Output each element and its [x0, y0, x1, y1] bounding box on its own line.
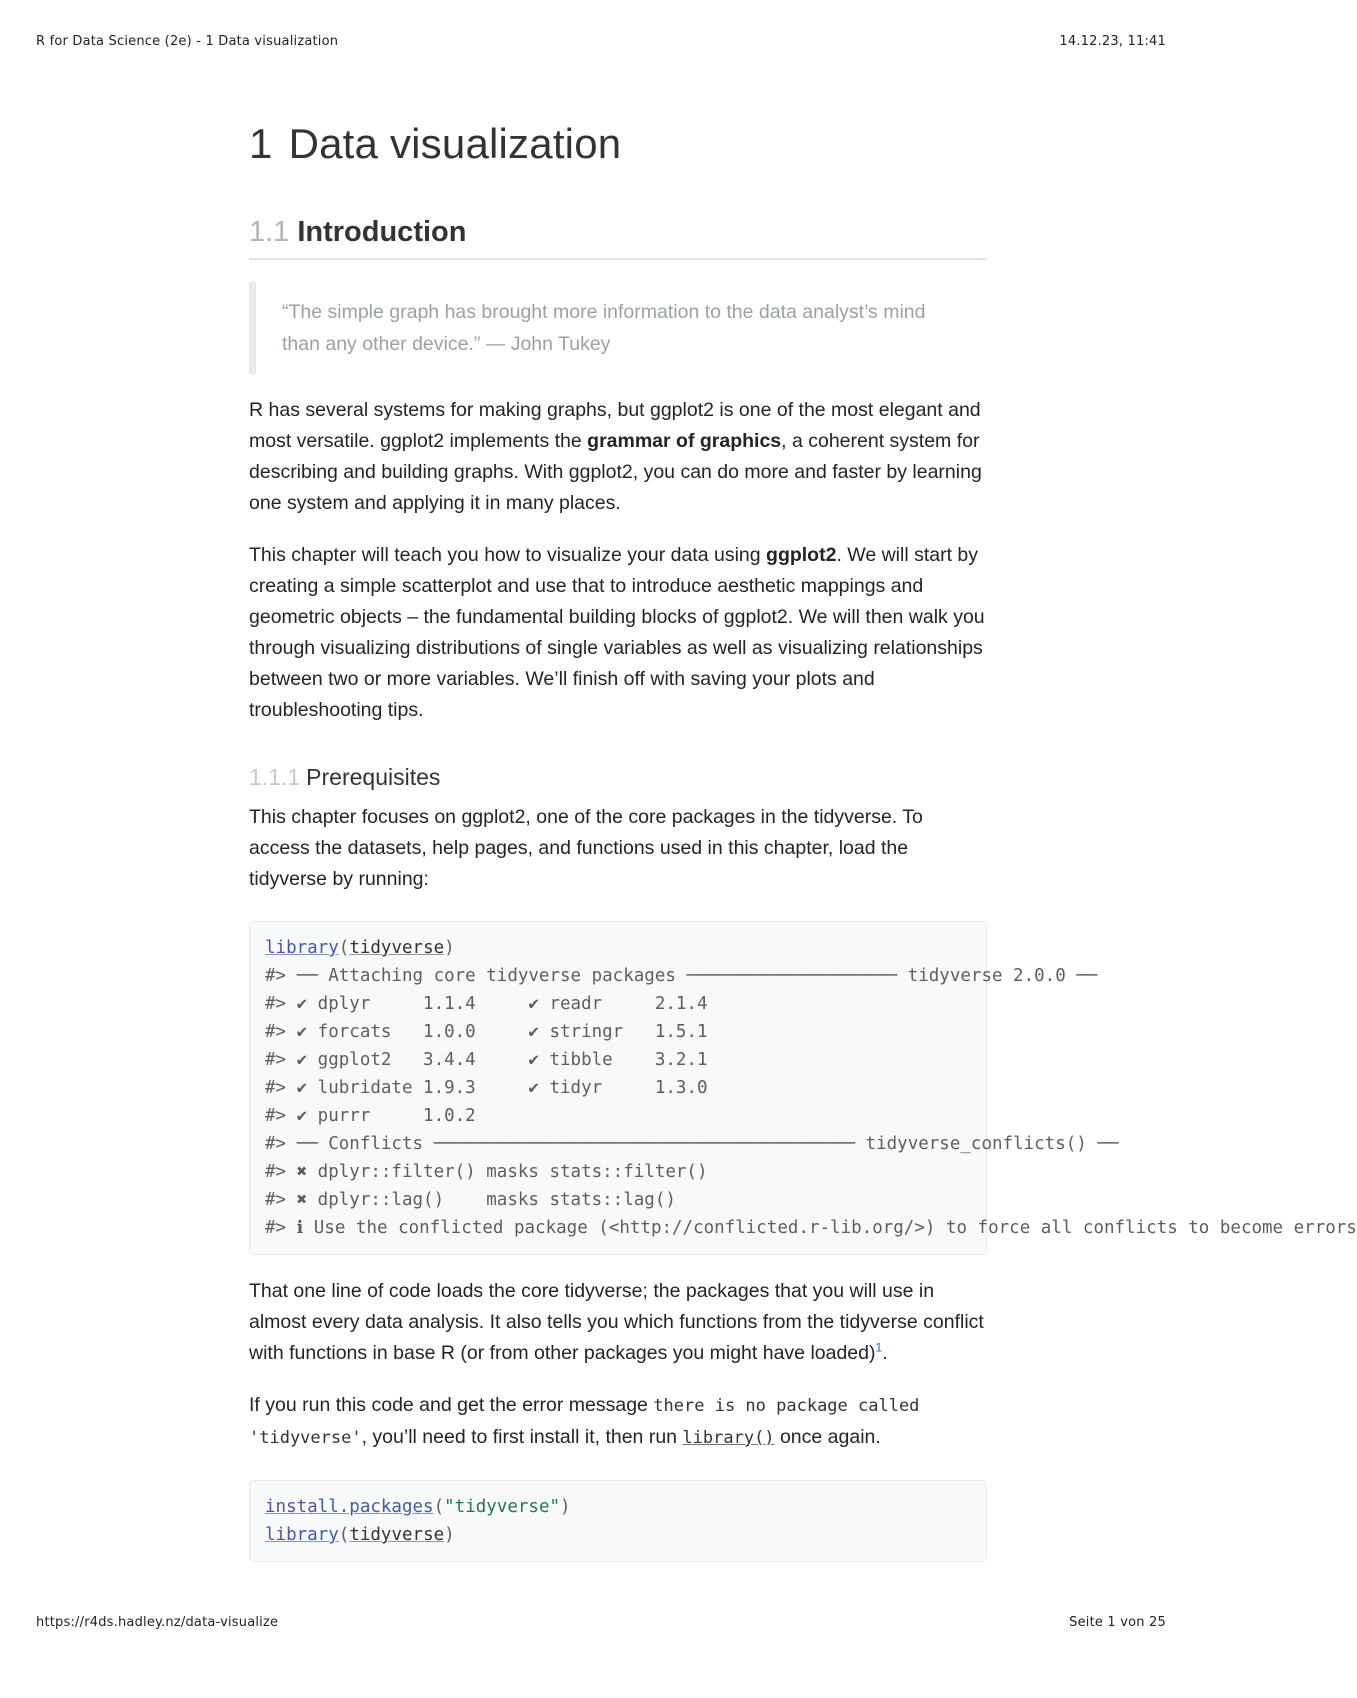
print-header — [36, 34, 1166, 49]
code-output-line: #> ✔ lubridate 1.9.3 ✔ tidyr 1.3.0 — [265, 1078, 708, 1098]
tidyverse-explanation-paragraph — [249, 1276, 987, 1369]
tidyverse-arg-link[interactable]: tidyverse — [349, 938, 445, 958]
code-output-line: #> ✔ purrr 1.0.2 — [265, 1106, 529, 1126]
tukey-quote: “The simple graph has brought more information to the data analyst’s mind than any other device.” — John Tukey — [249, 282, 987, 374]
subsection-number: 1.1.1 — [249, 764, 301, 790]
print-header-datetime: 14.12.23, 11:41 — [1059, 34, 1166, 49]
p4-text: That one line of code loads the core tidyverse; the packages that you will use in almost every data analysis. It also tells you which functions from the tidyverse conflict with functions in base R (or from other packages you might have loaded) — [249, 1280, 984, 1364]
code-block-library[interactable] — [249, 921, 1357, 1255]
code-line-library-2: library(tidyverse) — [265, 1525, 455, 1545]
p2-text-a: This chapter will teach you how to visualize your data using — [249, 544, 767, 566]
chapter-number: 1 — [249, 120, 273, 167]
tidyverse-string: "tidyverse" — [444, 1497, 561, 1517]
code-output-line: #> ✔ dplyr 1.1.4 ✔ readr 2.1.4 — [265, 994, 708, 1014]
ggplot2-bold: ggplot2 — [766, 544, 837, 566]
p5-text-b: , you’ll need to first install it, then run — [361, 1426, 683, 1448]
library-function-link[interactable]: library — [265, 938, 339, 958]
code-output-line: #> ✖ dplyr::lag() masks stats::lag() — [265, 1190, 676, 1210]
chapter-title-text: Data visualization — [288, 120, 622, 167]
intro-paragraph-1 — [249, 395, 987, 519]
print-header-title: R for Data Science (2e) - 1 Data visualization — [36, 34, 339, 49]
footnote-ref-1[interactable]: 1 — [875, 1340, 883, 1355]
section-number: 1.1 — [249, 216, 290, 248]
error-message-code: there is no package called 'tidyverse' — [249, 1396, 920, 1448]
intro-paragraph-2 — [249, 540, 987, 726]
code-output-line: #> ── Attaching core tidyverse packages ──────────────────── tidyverse 2.0.0 ── — [265, 966, 1098, 986]
code-line-install: install.packages("tidyverse") — [265, 1497, 571, 1517]
p4-end: . — [882, 1342, 888, 1364]
p2-text-b: . We will start by creating a simple scatterplot and use that to introduce aesthetic mappings and geometric objects – the fundamental building blocks of ggplot2. We will then walk you through visualizing distributions of single variables as well as visualizing relationships between two or more variables. We’ll finish off with saving your plots and troubleshooting tips. — [249, 544, 985, 721]
code-output-line: #> ✔ forcats 1.0.0 ✔ stringr 1.5.1 — [265, 1022, 708, 1042]
subsection-title: Prerequisites — [306, 764, 441, 790]
prerequisites-paragraph: This chapter focuses on ggplot2, one of the core packages in the tidyverse. To access the datasets, help pages, and functions used in this chapter, load the tidyverse by running: — [249, 806, 923, 890]
main-content — [249, 120, 1357, 1562]
p1-text-a: R has several systems for making graphs, but ggplot2 is one of the most elegant and most versatile. ggplot2 implements the — [249, 399, 981, 452]
code-output-line: #> ℹ Use the conflicted package (<http://conflicted.r-lib.org/>) to force all conflicts to become errors — [265, 1218, 1357, 1238]
p5-text-a: If you run this code and get the error message — [249, 1394, 654, 1416]
code-line-library: library(tidyverse) — [265, 938, 455, 958]
print-footer — [36, 1615, 1166, 1630]
code-output-line: #> ✖ dplyr::filter() masks stats::filter() — [265, 1162, 708, 1182]
page-url-link[interactable]: https://r4ds.hadley.nz/data-visualize — [36, 1615, 279, 1630]
subsection-heading-prerequisites — [249, 764, 987, 791]
code-output-line: #> ── Conflicts ──────────────────────────────────────── tidyverse_conflicts() ── — [265, 1134, 1119, 1154]
page-counter: Seite 1 von 25 — [1069, 1615, 1166, 1630]
install-packages-function-link[interactable]: install.packages — [265, 1497, 434, 1517]
library-inline-code-link[interactable]: library() — [682, 1428, 775, 1448]
chapter-title — [249, 120, 987, 168]
install-instructions-paragraph — [249, 1390, 987, 1454]
code-output-line: #> ✔ ggplot2 3.4.4 ✔ tibble 3.2.1 — [265, 1050, 708, 1070]
section-heading-introduction — [249, 216, 987, 260]
code-block-install[interactable] — [249, 1480, 987, 1562]
section-title: Introduction — [297, 216, 467, 248]
tidyverse-arg-link-2[interactable]: tidyverse — [349, 1525, 445, 1545]
p1-text-b: , a coherent system for describing and building graphs. With ggplot2, you can do more and faster by learning one system and applying it in many places. — [249, 430, 982, 514]
p5-text-c: once again. — [774, 1426, 881, 1448]
library-function-link-2[interactable]: library — [265, 1525, 339, 1545]
grammar-of-graphics-bold: grammar of graphics — [587, 430, 782, 452]
